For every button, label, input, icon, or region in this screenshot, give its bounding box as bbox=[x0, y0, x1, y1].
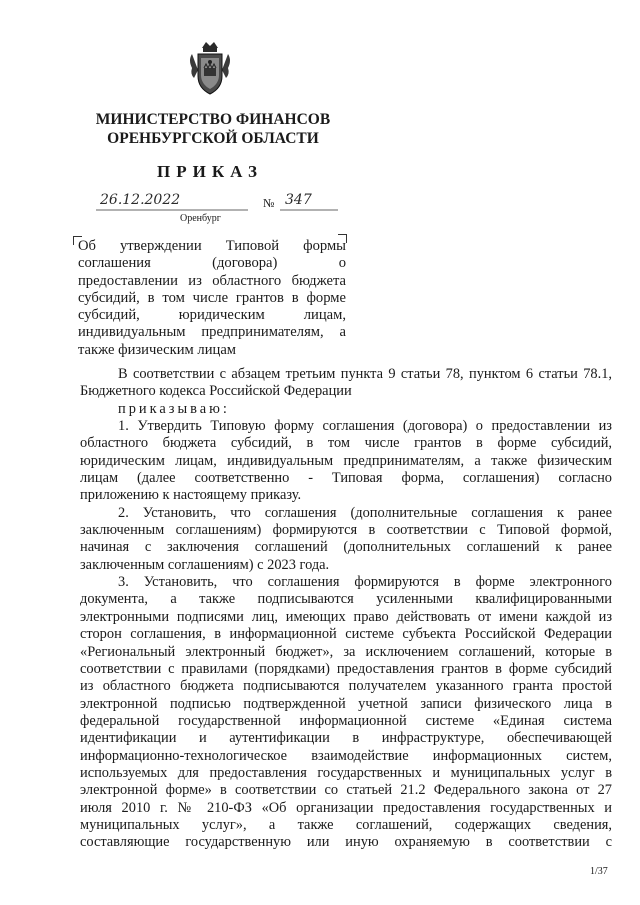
body-line: 2. Установить, что соглашения (дополнительные соглашения к ранее bbox=[118, 504, 612, 521]
body-line: 1. Утвердить Типовую форму соглашения (договора) о предоставлении из bbox=[118, 418, 612, 435]
order-body bbox=[80, 366, 612, 852]
body-line: информационно-технологическое взаимодействие информационных систем, bbox=[80, 747, 612, 764]
body-line: электронной подписью подтвержденной учетной записи физического лица в bbox=[80, 695, 612, 712]
body-line: лицам (далее соответственно - Типовая форма, соглашения) согласно bbox=[80, 470, 612, 487]
body-line: федеральной государственной информационной системе «Единая система bbox=[80, 712, 612, 729]
body-line: областного бюджета субсидий, в том числе грантов в форме субсидий, bbox=[80, 435, 612, 452]
body-line: приложению к настоящему приказу. bbox=[80, 487, 302, 504]
city-name: Оренбург bbox=[180, 213, 221, 224]
subject-line: предоставлении из областного бюджета bbox=[78, 272, 346, 289]
page-number: 1/37 bbox=[590, 866, 608, 877]
body-line: юридическим лицам, индивидуальным предпринимателям, а также физическим bbox=[80, 452, 612, 469]
body-line: Бюджетного кодекса Российской Федерации bbox=[80, 383, 352, 400]
subject-line: субсидий, юридическим лицам, bbox=[78, 307, 346, 324]
subject-line: индивидуальным предпринимателям, а bbox=[78, 324, 346, 341]
ministry-line-1: МИНИСТЕРСТВО ФИНАНСОВ bbox=[95, 111, 331, 128]
subject-line: Об утверждении Типовой формы bbox=[78, 238, 346, 254]
body-line: идентификации и аутентификации в инфраструктуре, обеспечивающей bbox=[80, 730, 612, 747]
body-line: муниципальных услуг», а также соглашений, содержащих сведения, bbox=[80, 816, 612, 833]
body-line: составляющие государственную или иную охраняемую в соответствии с bbox=[80, 834, 612, 851]
body-line: электронными подписями лиц, имеющих право действовать от имени каждой из bbox=[80, 608, 612, 625]
body-line: июля 2010 г. № 210-ФЗ «Об организации предоставления государственных и bbox=[80, 799, 612, 816]
order-date: 26.12.2022 bbox=[100, 192, 181, 208]
ministry-line-2: ОРЕНБУРГСКОЙ ОБЛАСТИ bbox=[107, 130, 319, 147]
subject-line: соглашения (договора) о bbox=[78, 255, 346, 272]
body-line: соответствии с правилами (порядками) предоставления грантов в форме субсидий bbox=[80, 660, 612, 677]
body-line: электронной форме» в соответствии со статьей 21.2 Федерального закона от 27 bbox=[80, 782, 612, 799]
body-line: 3. Установить, что соглашения формируются в форме электронного bbox=[118, 574, 612, 591]
body-line: заключенным соглашениям) с 2023 года. bbox=[80, 556, 330, 573]
body-line: сторон соглашения, в информационной системе субъекта Российской Федерации bbox=[80, 626, 612, 643]
body-line: «Региональный электронный бюджет», за исключением соглашений, которые в bbox=[80, 643, 612, 660]
body-line-orders: приказываю: bbox=[118, 400, 230, 417]
number-label: № bbox=[263, 196, 275, 210]
body-line: В соответствии с абзацем третьим пункта 9 статьи 78, пунктом 6 статьи 78.1, bbox=[118, 366, 612, 382]
body-line: начиная с заключения соглашений (дополнительных соглашений к ранее bbox=[80, 539, 612, 556]
order-number: 347 bbox=[285, 192, 312, 208]
date-number-line bbox=[88, 190, 338, 214]
order-subject bbox=[78, 238, 346, 359]
body-line: документа, а также подписываются усиленными квалифицированными bbox=[80, 591, 612, 608]
order-title: ПРИКАЗ bbox=[157, 162, 263, 181]
body-line: из областного бюджета подписываются получателем указанного гранта простой bbox=[80, 678, 612, 695]
subject-line: субсидий, в том числе грантов в форме bbox=[78, 289, 346, 306]
body-line: используемых для предоставления государственных и муниципальных услуг в bbox=[80, 764, 612, 781]
subject-line: также физическим лицам bbox=[78, 341, 237, 358]
ministry-name bbox=[88, 110, 338, 148]
body-line: заключенным соглашениям) формируются в соответствии с Типовой формой, bbox=[80, 522, 612, 539]
coat-of-arms-icon bbox=[188, 40, 232, 98]
